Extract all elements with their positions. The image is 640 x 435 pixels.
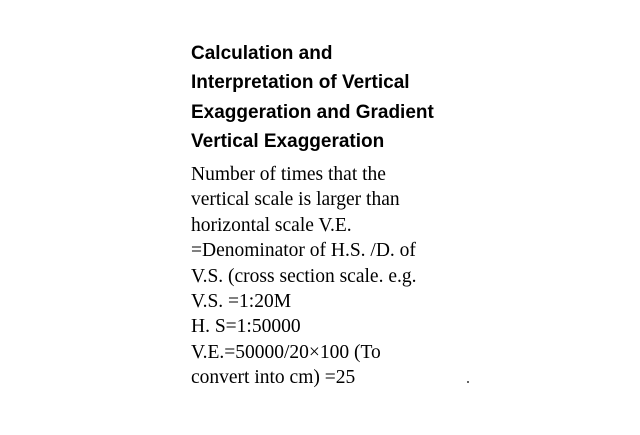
heading-line-4: Vertical Exaggeration (191, 130, 385, 152)
body-line-3: horizontal scale V.E. (191, 214, 352, 236)
body-line-6: V.S. =1:20M (191, 290, 292, 312)
body-text (191, 162, 491, 391)
heading-line-3: Exaggeration and Gradient (191, 101, 434, 123)
body-line-9: convert into cm) =25 (191, 367, 356, 389)
section-heading (191, 39, 491, 156)
heading-line-2: Interpretation of Vertical (191, 72, 410, 94)
body-line-4: =Denominator of H.S. /D. of (191, 240, 416, 262)
stray-mark (467, 381, 469, 383)
body-line-5: V.S. (cross section scale. e.g. (191, 265, 417, 287)
body-line-2: vertical scale is larger than (191, 189, 400, 211)
body-line-1: Number of times that the (191, 164, 386, 185)
heading-line-1: Calculation and (191, 43, 333, 64)
body-line-8: V.E.=50000/20×100 (To (191, 341, 381, 363)
body-line-7: H. S=1:50000 (191, 316, 301, 338)
